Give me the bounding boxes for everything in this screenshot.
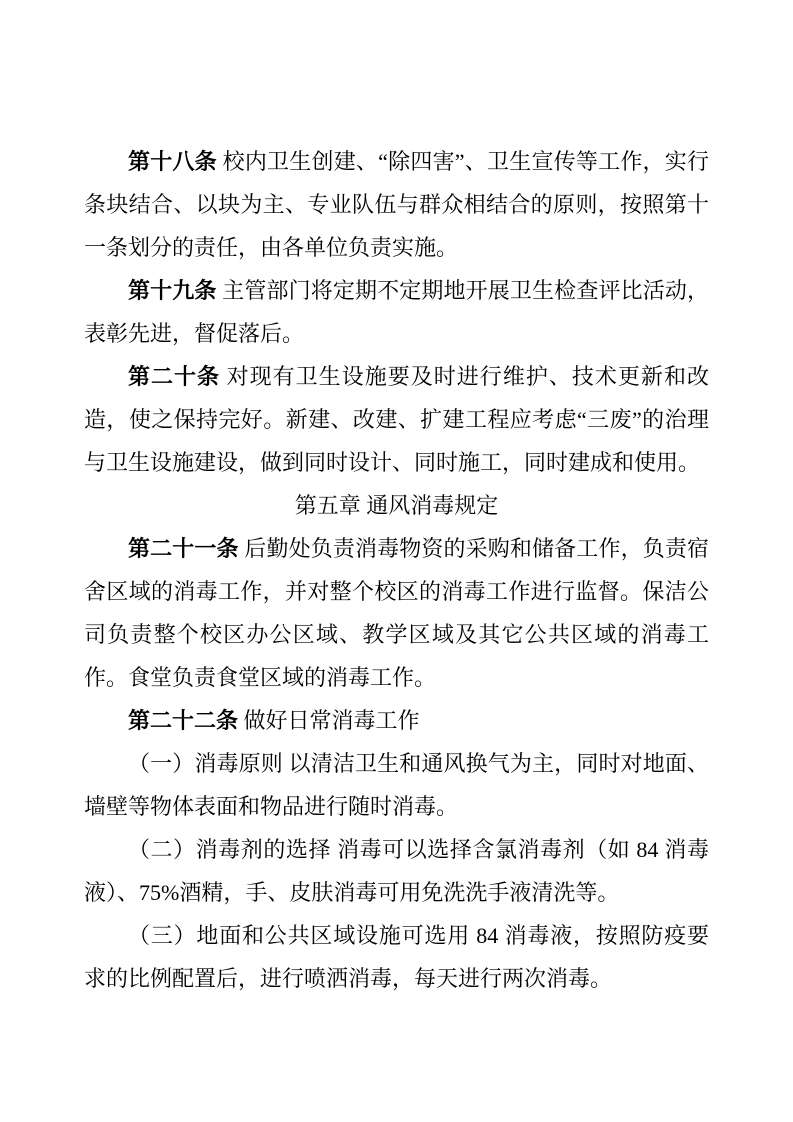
- paragraph-text: 主管部门将定期不定期地开展卫生检查评比活动，表彰先进，督促落后。: [84, 278, 709, 346]
- paragraph: [84, 527, 709, 699]
- paragraph: [84, 914, 709, 1000]
- paragraph: [84, 355, 709, 484]
- paragraph-text: 后勤处负责消毒物资的采购和储备工作，负责宿舍区域的消毒工作，并对整个校区的消毒工作进行监督。保洁公司负责整个校区办公区域、教学区域及其它公共区域的消毒工作。食堂负责食堂区域的消毒工作。: [84, 536, 709, 690]
- chapter-heading: [84, 484, 709, 527]
- paragraph-text: 对现有卫生设施要及时进行维护、技术更新和改造，使之保持完好。新建、改建、扩建工程应考虑“三废”的治理与卫生设施建设，做到同时设计、同时施工，同时建成和使用。: [84, 364, 709, 475]
- article-number: 第二十一条: [128, 536, 239, 561]
- paragraph: [84, 828, 709, 914]
- article-number: 第十九条: [128, 278, 217, 303]
- article-number: 第二十条: [128, 364, 221, 389]
- article-number: 第二十二条: [128, 708, 239, 733]
- paragraph-text: 做好日常消毒工作: [238, 708, 420, 733]
- paragraph-text: 校内卫生创建、“除四害”、卫生宣传等工作，实行条块结合、以块为主、专业队伍与群众相结合的原则，按照第十一条划分的责任，由各单位负责实施。: [84, 149, 709, 260]
- article-number: 第十八条: [128, 149, 217, 174]
- paragraph: [84, 269, 709, 355]
- paragraph-text: （三）地面和公共区域设施可选用 84 消毒液，按照防疫要求的比例配置后，进行喷洒消毒，每天进行两次消毒。: [84, 923, 709, 991]
- paragraph-text: （二）消毒剂的选择 消毒可以选择含氯消毒剂（如 84 消毒液）、75%酒精，手、皮肤消毒可用免洗洗手液清洗等。: [84, 837, 709, 905]
- paragraph: [84, 140, 709, 269]
- paragraph: [84, 742, 709, 828]
- paragraph: [84, 699, 709, 742]
- paragraph-text: 第五章 通风消毒规定: [294, 493, 499, 518]
- paragraph-text: （一）消毒原则 以清洁卫生和通风换气为主，同时对地面、墙壁等物体表面和物品进行随时消毒。: [84, 751, 709, 819]
- document-content: [84, 140, 709, 1000]
